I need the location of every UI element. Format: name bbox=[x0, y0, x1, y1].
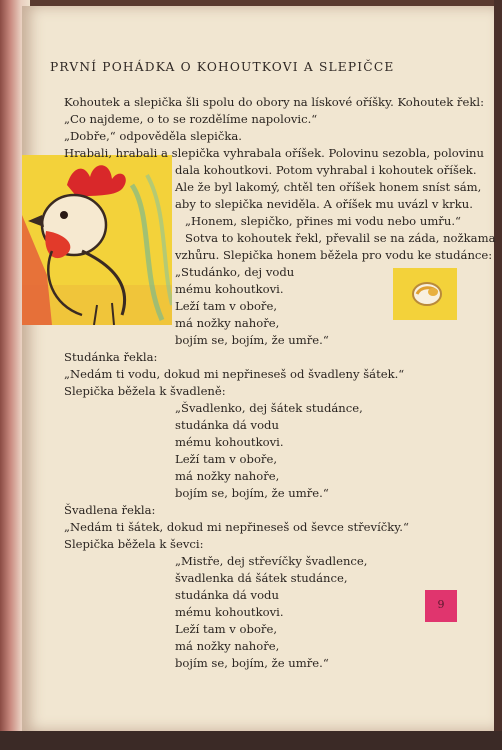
page-title: PRVNÍ POHÁDKA O KOHOUTKOVI A SLEPIČCE bbox=[50, 60, 395, 74]
verse-line: studánka dá vodu bbox=[175, 418, 279, 432]
text-line: „Dobře,“ odpověděla slepička. bbox=[64, 129, 242, 143]
verse-line: bojím se, bojím, že umře.“ bbox=[175, 333, 329, 347]
verse-line: Leží tam v oboře, bbox=[175, 622, 278, 636]
text-line: aby to slepička neviděla. A oříšek mu uvázl v krku. bbox=[175, 197, 473, 211]
verse-line: mému kohoutkovi. bbox=[175, 282, 284, 296]
verse-line: Leží tam v oboře, bbox=[175, 452, 278, 466]
verse-line: mému kohoutkovi. bbox=[175, 605, 284, 619]
text-line: Slepička běžela k švadleně: bbox=[64, 384, 226, 398]
page-number: 9 bbox=[425, 590, 457, 622]
verse-line: „Švadlenko, dej šátek studánce, bbox=[175, 401, 363, 415]
text-line: Kohoutek a slepička šli spolu do obory na lískové oříšky. Kohoutek řekl: bbox=[64, 95, 484, 109]
verse-line: „Mistře, dej střevíčky švadlence, bbox=[175, 554, 368, 568]
text-line: Ale že byl lakomý, chtěl ten oříšek honem sníst sám, bbox=[175, 180, 482, 194]
text-line: dala kohoutkovi. Potom vyhrabal i kohoutek oříšek. bbox=[175, 163, 477, 177]
verse-line: Leží tam v oboře, bbox=[175, 299, 278, 313]
text-line: „Honem, slepičko, přines mi vodu nebo umřu.“ bbox=[185, 214, 461, 228]
text-line: Slepička běžela k ševci: bbox=[64, 537, 204, 551]
verse-line: „Studánko, dej vodu bbox=[175, 265, 295, 279]
text-line: Studánka řekla: bbox=[64, 350, 158, 364]
verse-line: švadlenka dá šátek studánce, bbox=[175, 571, 348, 585]
page-bottom-edge bbox=[0, 731, 502, 750]
text-line: Švadlena řekla: bbox=[64, 503, 156, 517]
verse-line: má nožky nahoře, bbox=[175, 639, 280, 653]
verse-line: bojím se, bojím, že umře.“ bbox=[175, 486, 329, 500]
verse-line: má nožky nahoře, bbox=[175, 469, 280, 483]
text-line: Sotva to kohoutek řekl, převalil se na záda, nožkama bbox=[185, 231, 496, 245]
verse-line: má nožky nahoře, bbox=[175, 316, 280, 330]
page-right-edge bbox=[494, 0, 502, 750]
text-line: „Co najdeme, o to se rozdělíme napolovic.“ bbox=[64, 112, 318, 126]
text-line: „Nedám ti vodu, dokud mi nepřineseš od švadleny šátek.“ bbox=[64, 367, 405, 381]
verse-line: studánka dá vodu bbox=[175, 588, 279, 602]
text-line: vzhůru. Slepička honem běžela pro vodu ke studánce: bbox=[175, 248, 493, 262]
hazelnut-illustration bbox=[393, 268, 457, 320]
text-line: „Nedám ti šátek, dokud mi nepřineseš od ševce střevíčky.“ bbox=[64, 520, 409, 534]
text-line: Hrabali, hrabali a slepička vyhrabala oříšek. Polovinu sezobla, polovinu bbox=[64, 146, 484, 160]
verse-line: mému kohoutkovi. bbox=[175, 435, 284, 449]
rooster-illustration bbox=[22, 155, 172, 325]
verse-line: bojím se, bojím, že umře.“ bbox=[175, 656, 329, 670]
